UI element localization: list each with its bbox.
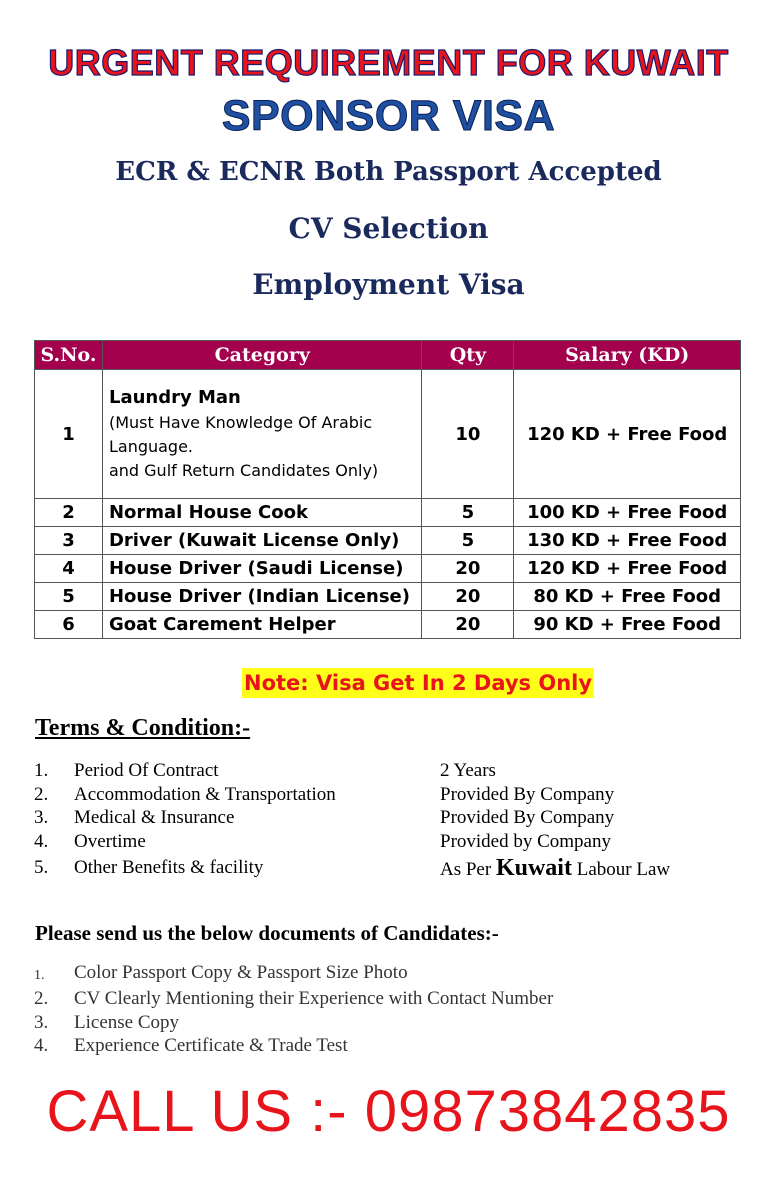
- subheadline: SPONSOR VISA: [221, 92, 556, 140]
- qty-cell: 20: [422, 583, 514, 611]
- qty-cell: 20: [422, 555, 514, 583]
- category-cell: House Driver (Saudi License): [102, 555, 422, 583]
- list-item: [34, 853, 734, 883]
- qty-cell: 5: [422, 527, 514, 555]
- header-qty: Qty: [422, 341, 514, 370]
- term-value: 2 Years: [440, 760, 496, 781]
- item-number: 4.: [34, 1035, 49, 1056]
- salary-cell: 100 KD + Free Food: [514, 499, 741, 527]
- table-header-row: [35, 341, 741, 370]
- list-item: [34, 806, 734, 830]
- item-number: 1.: [34, 968, 45, 983]
- term-value-keyword: Kuwait: [495, 855, 572, 881]
- term-value-suffix: Labour Law: [576, 859, 671, 880]
- term-label: Period Of Contract: [74, 760, 219, 781]
- header-salary: Salary (KD): [514, 341, 741, 370]
- qty-cell: 10: [422, 370, 514, 499]
- category-cell: Driver (Kuwait License Only): [102, 527, 422, 555]
- salary-cell: 120 KD + Free Food: [514, 370, 741, 499]
- category-title: Laundry Man: [108, 387, 241, 408]
- list-item: [34, 961, 734, 987]
- table-row: [35, 527, 741, 555]
- list-item: [34, 830, 734, 854]
- category-note: Language.: [108, 437, 194, 456]
- sno-cell: 2: [35, 499, 103, 527]
- item-number: 2.: [34, 988, 49, 1009]
- salary-cell: 130 KD + Free Food: [514, 527, 741, 555]
- category-cell: House Driver (Indian License): [102, 583, 422, 611]
- documents-title: Please send us the below documents of Candidates:-: [35, 921, 499, 945]
- document-label: License Copy: [74, 1011, 180, 1033]
- category-cell: [102, 370, 422, 499]
- salary-cell: 90 KD + Free Food: [514, 611, 741, 639]
- document-label: CV Clearly Mentioning their Experience with Contact Number: [74, 988, 554, 1009]
- sno-cell: 1: [35, 370, 103, 499]
- qty-cell: 20: [422, 611, 514, 639]
- terms-list: [34, 759, 734, 883]
- list-item: [34, 987, 734, 1011]
- table-row: [35, 555, 741, 583]
- call-us-phone[interactable]: CALL US :- 09873842835: [46, 1079, 731, 1144]
- qty-cell: 5: [422, 499, 514, 527]
- document-label: Color Passport Copy & Passport Size Photo: [74, 962, 408, 983]
- list-item: [34, 1034, 734, 1058]
- note-banner: Note: Visa Get In 2 Days Only: [242, 668, 594, 698]
- list-item: [34, 759, 734, 783]
- selection-line: CV Selection: [288, 212, 489, 245]
- sno-cell: 4: [35, 555, 103, 583]
- document-label: Experience Certificate & Trade Test: [74, 1035, 348, 1056]
- item-number: 3.: [34, 1011, 49, 1033]
- documents-list: [34, 961, 734, 1058]
- term-label: Accommodation & Transportation: [74, 783, 336, 805]
- sno-cell: 3: [35, 527, 103, 555]
- category-cell: Normal House Cook: [102, 499, 422, 527]
- term-value: Provided By Company: [440, 783, 615, 805]
- item-number: 1.: [34, 760, 49, 781]
- visa-type-line: Employment Visa: [252, 268, 525, 301]
- terms-title: Terms & Condition:-: [35, 715, 251, 741]
- term-value: Provided by Company: [440, 830, 611, 852]
- category-cell: Goat Carement Helper: [102, 611, 422, 639]
- header-sno: S.No.: [35, 341, 103, 370]
- category-note: and Gulf Return Candidates Only): [108, 461, 379, 480]
- sno-cell: 6: [35, 611, 103, 639]
- term-value-prefix: As Per: [440, 859, 492, 880]
- headline: URGENT REQUIREMENT FOR KUWAIT: [48, 42, 729, 83]
- term-label: Overtime: [74, 830, 146, 852]
- term-value: [440, 853, 670, 885]
- table-row: [35, 499, 741, 527]
- salary-cell: 120 KD + Free Food: [514, 555, 741, 583]
- item-number: 5.: [34, 857, 49, 878]
- jobs-table: [34, 340, 741, 639]
- item-number: 4.: [34, 830, 49, 852]
- item-number: 3.: [34, 807, 49, 828]
- table-row: [35, 611, 741, 639]
- term-label: Other Benefits & facility: [74, 857, 264, 878]
- term-value: Provided By Company: [440, 807, 615, 828]
- salary-cell: 80 KD + Free Food: [514, 583, 741, 611]
- list-item: [34, 1011, 734, 1035]
- term-label: Medical & Insurance: [74, 807, 235, 828]
- header-category: Category: [102, 341, 422, 370]
- passport-line: ECR & ECNR Both Passport Accepted: [115, 157, 662, 187]
- sno-cell: 5: [35, 583, 103, 611]
- table-row: [35, 583, 741, 611]
- category-note: (Must Have Knowledge Of Arabic: [108, 413, 373, 432]
- item-number: 2.: [34, 783, 49, 805]
- table-row: [35, 370, 741, 499]
- list-item: [34, 783, 734, 807]
